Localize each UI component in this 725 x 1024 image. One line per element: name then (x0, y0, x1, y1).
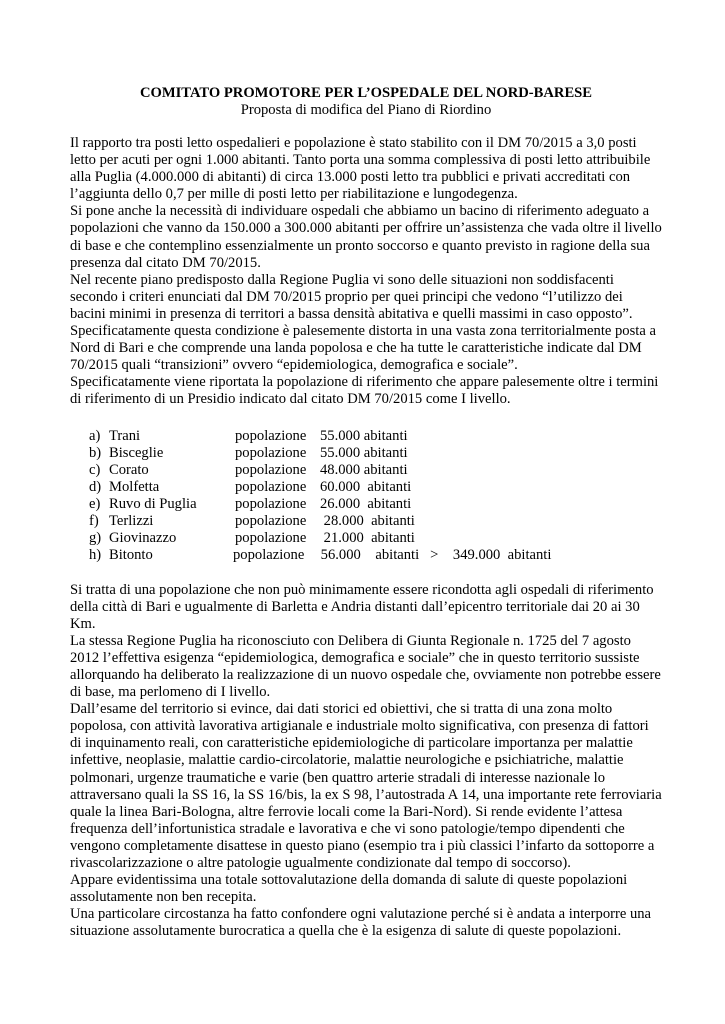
list-marker: f) (89, 512, 99, 529)
list-marker: c) (89, 461, 101, 478)
document-page (70, 85, 662, 940)
population-label: popolazione (235, 512, 307, 529)
population-value: 28.000 abitanti (320, 512, 415, 529)
population-label: popolazione (235, 444, 307, 461)
population-value: 48.000 abitanti (320, 461, 408, 478)
closing-section (70, 582, 662, 941)
town-name: Trani (109, 427, 141, 444)
list-marker: d) (89, 478, 102, 495)
paragraph: Appare evidentissima una totale sottovalutazione della domanda di salute di queste popolazioni assolutamente non ben recepita. (70, 872, 628, 906)
population-value: 26.000 abitanti (320, 495, 412, 512)
paragraph: Specificatamente viene riportata la popolazione di riferimento che appare palesemente oltre i termini di riferimento di un Presidio indicato dal citato DM 70/2015 come I livello. (70, 374, 659, 408)
population-value: 55.000 abitanti (320, 427, 408, 444)
list-item (70, 547, 662, 564)
list-marker: g) (89, 529, 102, 546)
document-title: COMITATO PROMOTORE PER L’OSPEDALE DEL NORD-BARESE (139, 85, 593, 101)
list-item (70, 530, 662, 547)
intro-section (70, 135, 662, 409)
list-marker: b) (89, 444, 102, 461)
list-item (70, 428, 662, 445)
town-name: Ruvo di Puglia (109, 495, 197, 512)
town-name: Molfetta (109, 478, 160, 495)
document-subtitle: Proposta di modifica del Piano di Riordino (240, 102, 492, 118)
paragraph: Il rapporto tra posti letto ospedalieri e popolazione è stato stabilito con il DM 70/2015 a 3,0 posti letto per acuti per ogni 1.000 abitanti. Tanto porta una somma complessiva di posti letto attribuibile alla Puglia (4.000.000 di abitanti) di circa 13.000 posti letto tra pubblici e privati accreditati con l’aggiunta dello 0,7 per mille di posti letto per riabilitazione e lungodegenza. (70, 135, 651, 203)
paragraph: La stessa Regione Puglia ha riconosciuto con Delibera di Giunta Regionale n. 1725 del 7 agosto 2012 l’effettiva esigenza “epidemiologica, demografica e sociale” che in questo territorio sussiste allorquando ha deliberato la realizzazione di un nuovo ospedale che, ovviamente non potrebbe essere di base, ma perlomeno di I livello. (70, 632, 661, 701)
town-name: Giovinazzo (109, 529, 177, 546)
list-item (70, 462, 662, 479)
town-name: Bisceglie (109, 444, 164, 461)
town-population-list (70, 428, 662, 564)
list-marker: a) (89, 427, 101, 444)
paragraph: Si pone anche la necessità di individuare ospedali che abbiamo un bacino di riferimento adeguato a popolazioni che vanno da 150.000 a 300.000 abitanti per offrire un’assistenza che vada oltre il livello di base e che contemplino essenzialmente un pronto soccorso e quanto previsto in ragione della sua presenza dal citato DM 70/2015. (70, 203, 662, 271)
population-value: 60.000 abitanti (320, 478, 412, 495)
population-label: popolazione (233, 546, 305, 563)
population-label: popolazione (235, 427, 307, 444)
paragraph: Si tratta di una popolazione che non può minimamente essere ricondotta agli ospedali di riferimento della città di Bari e ugualmente di Barletta e Andria distanti dall’epicentro territoriale dai 20 ai 30 Km. (70, 581, 654, 632)
population-value: 56.000 abitanti > 349.000 abitanti (317, 546, 552, 563)
paragraph: Una particolare circostanza ha fatto confondere ogni valutazione perché si è andata a interporre una situazione assolutamente burocratica a quella che è la esigenza di salute di queste popolazioni. (70, 906, 652, 940)
list-item (70, 479, 662, 496)
list-marker: e) (89, 495, 101, 512)
list-item (70, 496, 662, 513)
paragraph: Dall’esame del territorio si evince, dai dati storici ed obiettivi, che si tratta di una zona molto popolosa, con attività lavorativa artigianale e industriale molto significativa, con presenza di fattori di inquinamento reali, con caratteristiche epidemiologiche di particolare importanza per malattie infettive, neoplasie, malattie cardio-circolatorie, malattie neurologiche e psichiatriche, malattie polmonari, urgenze traumatiche e varie (ben quattro arterie stradali di interesse nazionale lo attraversano quali la SS 16, la SS 16/bis, la ex S 98, l’autostrada A 14, una importante rete ferroviaria quale la linea Bari-Bologna, altre ferrovie locali come la Bari-Nord). Si rende evidente l’attesa frequenza dell’infortunistica stradale e lavorativa e che vi sono patologie/tempo dipendenti che vengono completamente disattese in questo piano (esempio tra i più classici l’infarto da sottoporre a rivascolarizzazione o altre patologie ugualmente condizionate dal tempo di soccorso). (70, 701, 662, 871)
population-value: 21.000 abitanti (320, 529, 415, 546)
town-name: Terlizzi (109, 512, 154, 529)
list-item (70, 445, 662, 462)
population-label: popolazione (235, 495, 307, 512)
population-label: popolazione (235, 461, 307, 478)
population-label: popolazione (235, 478, 307, 495)
population-label: popolazione (235, 529, 307, 546)
population-value: 55.000 abitanti (320, 444, 408, 461)
paragraph: Specificatamente questa condizione è palesemente distorta in una vasta zona territorialmente posta a Nord di Bari e che comprende una landa popolosa e che ha tutte le caratteristiche indicate dal DM 70/2015 quali “transizioni” ovvero “epidemiologica, demografica e sociale”. (70, 323, 656, 374)
town-name: Corato (109, 461, 149, 478)
town-name: Bitonto (109, 546, 153, 563)
list-marker: h) (89, 546, 102, 563)
list-item (70, 513, 662, 530)
paragraph: Nel recente piano predisposto dalla Regione Puglia vi sono delle situazioni non soddisfacenti secondo i criteri enunciati dal DM 70/2015 proprio per quei principi che vedono “l’utilizzo dei bacini minimi in presenza di territori a bassa densità abitativa e quelli massimi in caso opposto”. (70, 271, 633, 322)
